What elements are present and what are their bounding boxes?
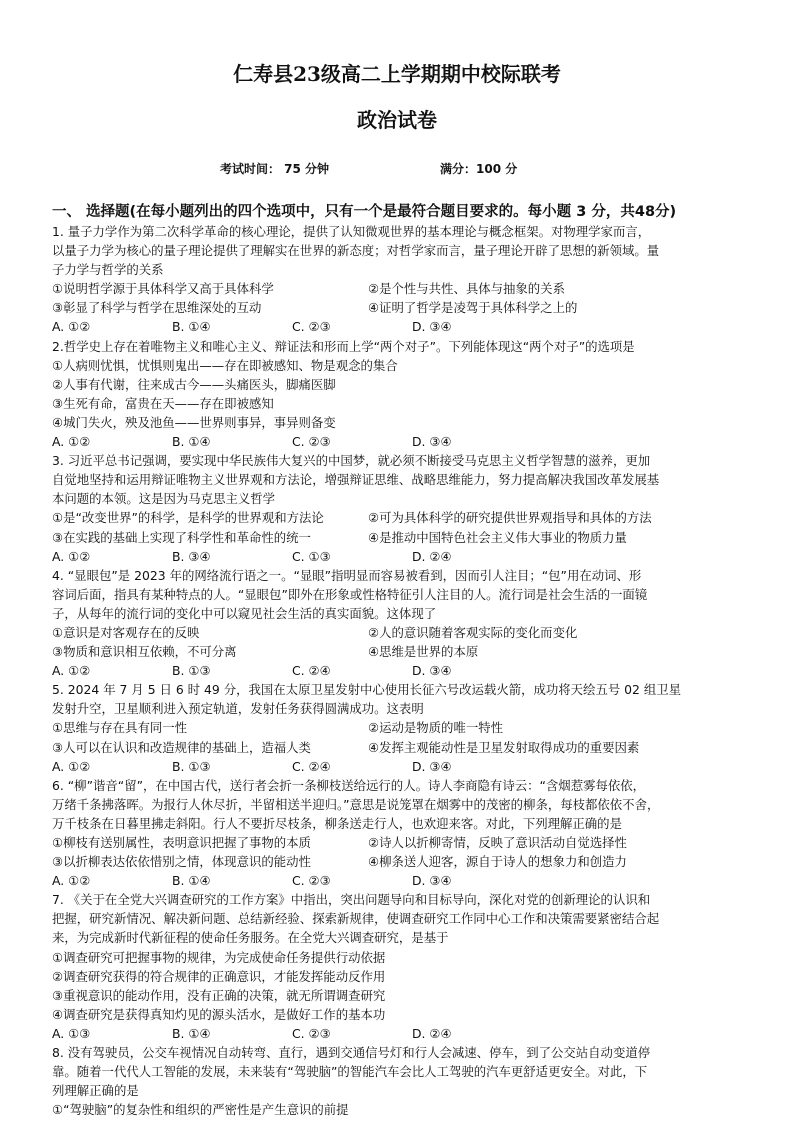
question-stem-line: 5. 2024 年 7 月 5 日 6 时 49 分，我国在太原卫星发射中心使用长征六号改运载火箭，成功将天绘五号 02 组卫星 [52,682,682,698]
question-stem-line: 本问题的本领。这是因为马克思主义哲学 [52,491,276,507]
question-stem-line: 列理解正确的是 [52,1083,139,1099]
statement-row [52,298,752,317]
answer-choice: C. ①③ [292,548,331,564]
answer-choice: B. ①③ [172,663,211,679]
answer-choices [52,661,752,680]
question-stem-line: 把握，研究新情况、解决新问题、总结新经验、探索新规律，使调查研究工作同中心工作和决策需要紧密结合起 [52,911,660,927]
answer-choice: B. ①④ [172,434,211,450]
question-2 [52,337,752,452]
statement-row [52,279,752,298]
question-3 [52,451,752,566]
statement: ④调查研究是获得真知灼见的源头活水，是做好工作的基本功 [52,1006,386,1022]
answer-choice: A. ①② [52,873,91,889]
answer-choices [52,757,752,776]
answer-choice: A. ①② [52,434,91,450]
exam-subject: 政治试卷 [357,108,437,132]
answer-choice: C. ②③ [292,434,331,450]
statement: ③生死有命，富贵在天——存在即被感知 [52,395,274,411]
statement: ②运动是物质的唯一特性 [368,720,504,736]
answer-choice: B. ①④ [172,319,211,335]
statement: ④柳条送人迎客，源自于诗人的想象力和创造力 [368,854,627,870]
question-stem-line: 万千枝条在日暮里拂走斜阳。行人不要折尽枝条，柳条送走行人，也欢迎来客。对此，下列理解正确的是 [52,815,622,831]
question-5 [52,680,752,775]
statement: ③以折柳表达依依惜别之情，体现意识的能动性 [52,854,311,870]
statement: ①柳枝有送别属性，表明意识把握了事物的本质 [52,835,311,850]
question-stem-line: 发射升空，卫星顺利进入预定轨道，发射任务获得圆满成功。这表明 [52,701,424,717]
answer-choices [52,1024,752,1043]
answer-choice: C. ②③ [292,1025,331,1041]
statement: ④思维是世界的本原 [368,644,479,660]
question-stem-line: 来，为完成新时代新征程的使命任务服务。在全党大兴调查研究，是基于 [52,930,449,946]
question-stem-line: 8. 没有驾驶员，公交车视情况自动转弯、直行，遇到交通信号灯和行人会减速、停车，到了公交站自动变道停 [52,1045,651,1061]
statement: ①“驾驶脑”的复杂性和组织的严密性是产生意识的前提 [52,1102,349,1118]
question-4 [52,566,752,681]
answer-choice: D. ②④ [412,548,452,564]
answer-choice: D. ③④ [412,758,452,774]
exam-score: 满分：100 分 [440,162,518,176]
statement: ②调查研究获得的符合规律的正确意识，才能发挥能动反作用 [52,968,386,984]
question-stem-line: 4. “显眼包”是 2023 年的网络流行语之一。“显眼”指明显而容易被看到，因而引人注目；“包”用在动词、形 [52,567,642,583]
statement: ②人事有代谢，往来成古今——头痛医头，脚痛医脚 [52,376,336,392]
question-stem-line: 自觉地坚持和运用辩证唯物主义世界观和方法论，增强辩证思维、战略思维能力，努力提高解决我国改革发展基 [52,472,660,488]
statement-row [52,642,752,661]
statement: ③在实践的基础上实现了科学性和革命性的统一 [52,529,311,545]
answer-choice: A. ①② [52,548,91,564]
question-1 [52,222,752,337]
question-stem-line: 子力学与哲学的关系 [52,262,164,278]
answer-choice: D. ③④ [412,873,452,889]
answer-choice: A. ①② [52,758,91,774]
statement: ③彰显了科学与哲学在思维深处的互动 [52,300,262,316]
answer-choice: A. ①② [52,319,91,335]
statement: ①调查研究可把握事物的规律，为完成使命任务提供行动依据 [52,949,386,965]
answer-choice: D. ③④ [412,319,452,335]
statement-row [52,833,752,852]
statement: ③物质和意识相互依赖，不可分离 [52,644,237,660]
statement: ①说明哲学源于具体科学又高于具体科学 [52,281,274,297]
question-list [52,222,752,1119]
answer-choice: A. ①③ [52,1025,91,1041]
question-8 [52,1043,752,1119]
answer-choice: B. ①④ [172,873,211,889]
answer-choice: B. ③④ [172,548,211,564]
answer-choice: D. ③④ [412,663,452,679]
answer-choice: B. ①③ [172,758,211,774]
question-stem-line: 3. 习近平总书记强调，要实现中华民族伟大复兴的中国梦，就必须不断接受马克思主义哲学智慧的滋养，更加 [52,453,651,469]
question-stem-line: 2.哲学史上存在着唯物主义和唯心主义、辩证法和形而上学“两个对子”。下列能体现这“两个对子”的选项是 [52,338,635,354]
question-6 [52,776,752,891]
question-stem-line: 靠。随着一代代人工智能的发展，未来装有“驾驶脑”的智能汽车会比人工驾驶的汽车更舒适更安全。对此，下 [52,1064,648,1080]
statement: ②可为具体科学的研究提供世界观指导和具体的方法 [368,510,652,526]
statement: ①意识是对客观存在的反映 [52,624,200,640]
exam-time: 考试时间： 75 分钟 [220,162,330,176]
answer-choice: C. ②③ [292,319,331,335]
section-heading: 一、 选择题(在每小题列出的四个选项中，只有一个是最符合题目要求的。每小题 3 分，共48分) [52,204,677,220]
question-stem-line: 万绪千条拂落晖。为报行人休尽折，半留相送半迎归。”意思是说笼罩在烟雾中的茂密的柳条，每枝都依依不舍， [52,796,660,812]
question-stem-line: 6. “柳”谐音“留”，在中国古代，送行者会折一条柳枝送给远行的人。诗人李商隐有诗云：“含烟惹雾每依依， [52,777,646,793]
statement-row [52,508,752,527]
answer-choice: B. ①④ [172,1025,211,1041]
statement: ③人可以在认识和改造规律的基础上，造福人类 [52,739,311,755]
statement-row [52,738,752,757]
statement: ④发挥主观能动性是卫星发射取得成功的重要因素 [368,739,640,755]
statement: ②人的意识随着客观实际的变化而变化 [368,624,578,640]
answer-choice: C. ②④ [292,663,331,679]
statement-row [52,852,752,871]
statement: ④城门失火，殃及池鱼——世界则事异，事异则备变 [52,414,336,430]
question-7 [52,890,752,1043]
statement: ③重视意识的能动作用，没有正确的决策，就无所谓调查研究 [52,987,386,1003]
answer-choices [52,317,752,336]
answer-choice: D. ②④ [412,1025,452,1041]
question-stem-line: 以量子力学为核心的量子理论提供了理解实在世界的新态度；对哲学家而言，量子理论开辟了思想的新领域。量 [52,243,660,259]
answer-choices [52,871,752,890]
statement: ①思维与存在具有同一性 [52,720,188,736]
statement: ①是“改变世界”的科学，是科学的世界观和方法论 [52,510,324,526]
answer-choices [52,432,752,451]
answer-choices [52,547,752,566]
statement: ②是个性与共性、具体与抽象的关系 [368,281,565,297]
statement: ①人病则忧惧，忧惧则鬼出——存在即被感知、物是观念的集合 [52,357,398,373]
answer-choice: A. ①② [52,663,91,679]
question-stem-line: 1. 量子力学作为第二次科学革命的核心理论，提供了认知微观世界的基本理论与概念框架。对物理学家而言， [52,224,651,239]
answer-choice: D. ③④ [412,434,452,450]
question-stem-line: 7. 《关于在全党大兴调查研究的工作方案》中指出，突出问题导向和目标导向，深化对党的创新理论的认识和 [52,892,651,908]
statement: ④是推动中国特色社会主义伟大事业的物质力量 [368,529,627,545]
statement: ②诗人以折柳寄情，反映了意识活动自觉选择性 [368,835,627,850]
statement: ④证明了哲学是凌驾于具体科学之上的 [368,300,578,316]
statement-row [52,528,752,547]
question-stem-line: 容词后面，指具有某种特点的人。“显眼包”即外在形象或性格特征引人注目的人。流行词是社会生活的一面镜 [52,586,648,602]
exam-title: 仁寿县23级高二上学期期中校际联考 [233,62,561,86]
answer-choice: C. ②③ [292,873,331,889]
answer-choice: C. ②④ [292,758,331,774]
question-stem-line: 子，从每年的流行词的变化中可以窥见社会生活的真实面貌。这体现了 [52,605,437,621]
statement-row [52,623,752,642]
statement-row [52,718,752,737]
